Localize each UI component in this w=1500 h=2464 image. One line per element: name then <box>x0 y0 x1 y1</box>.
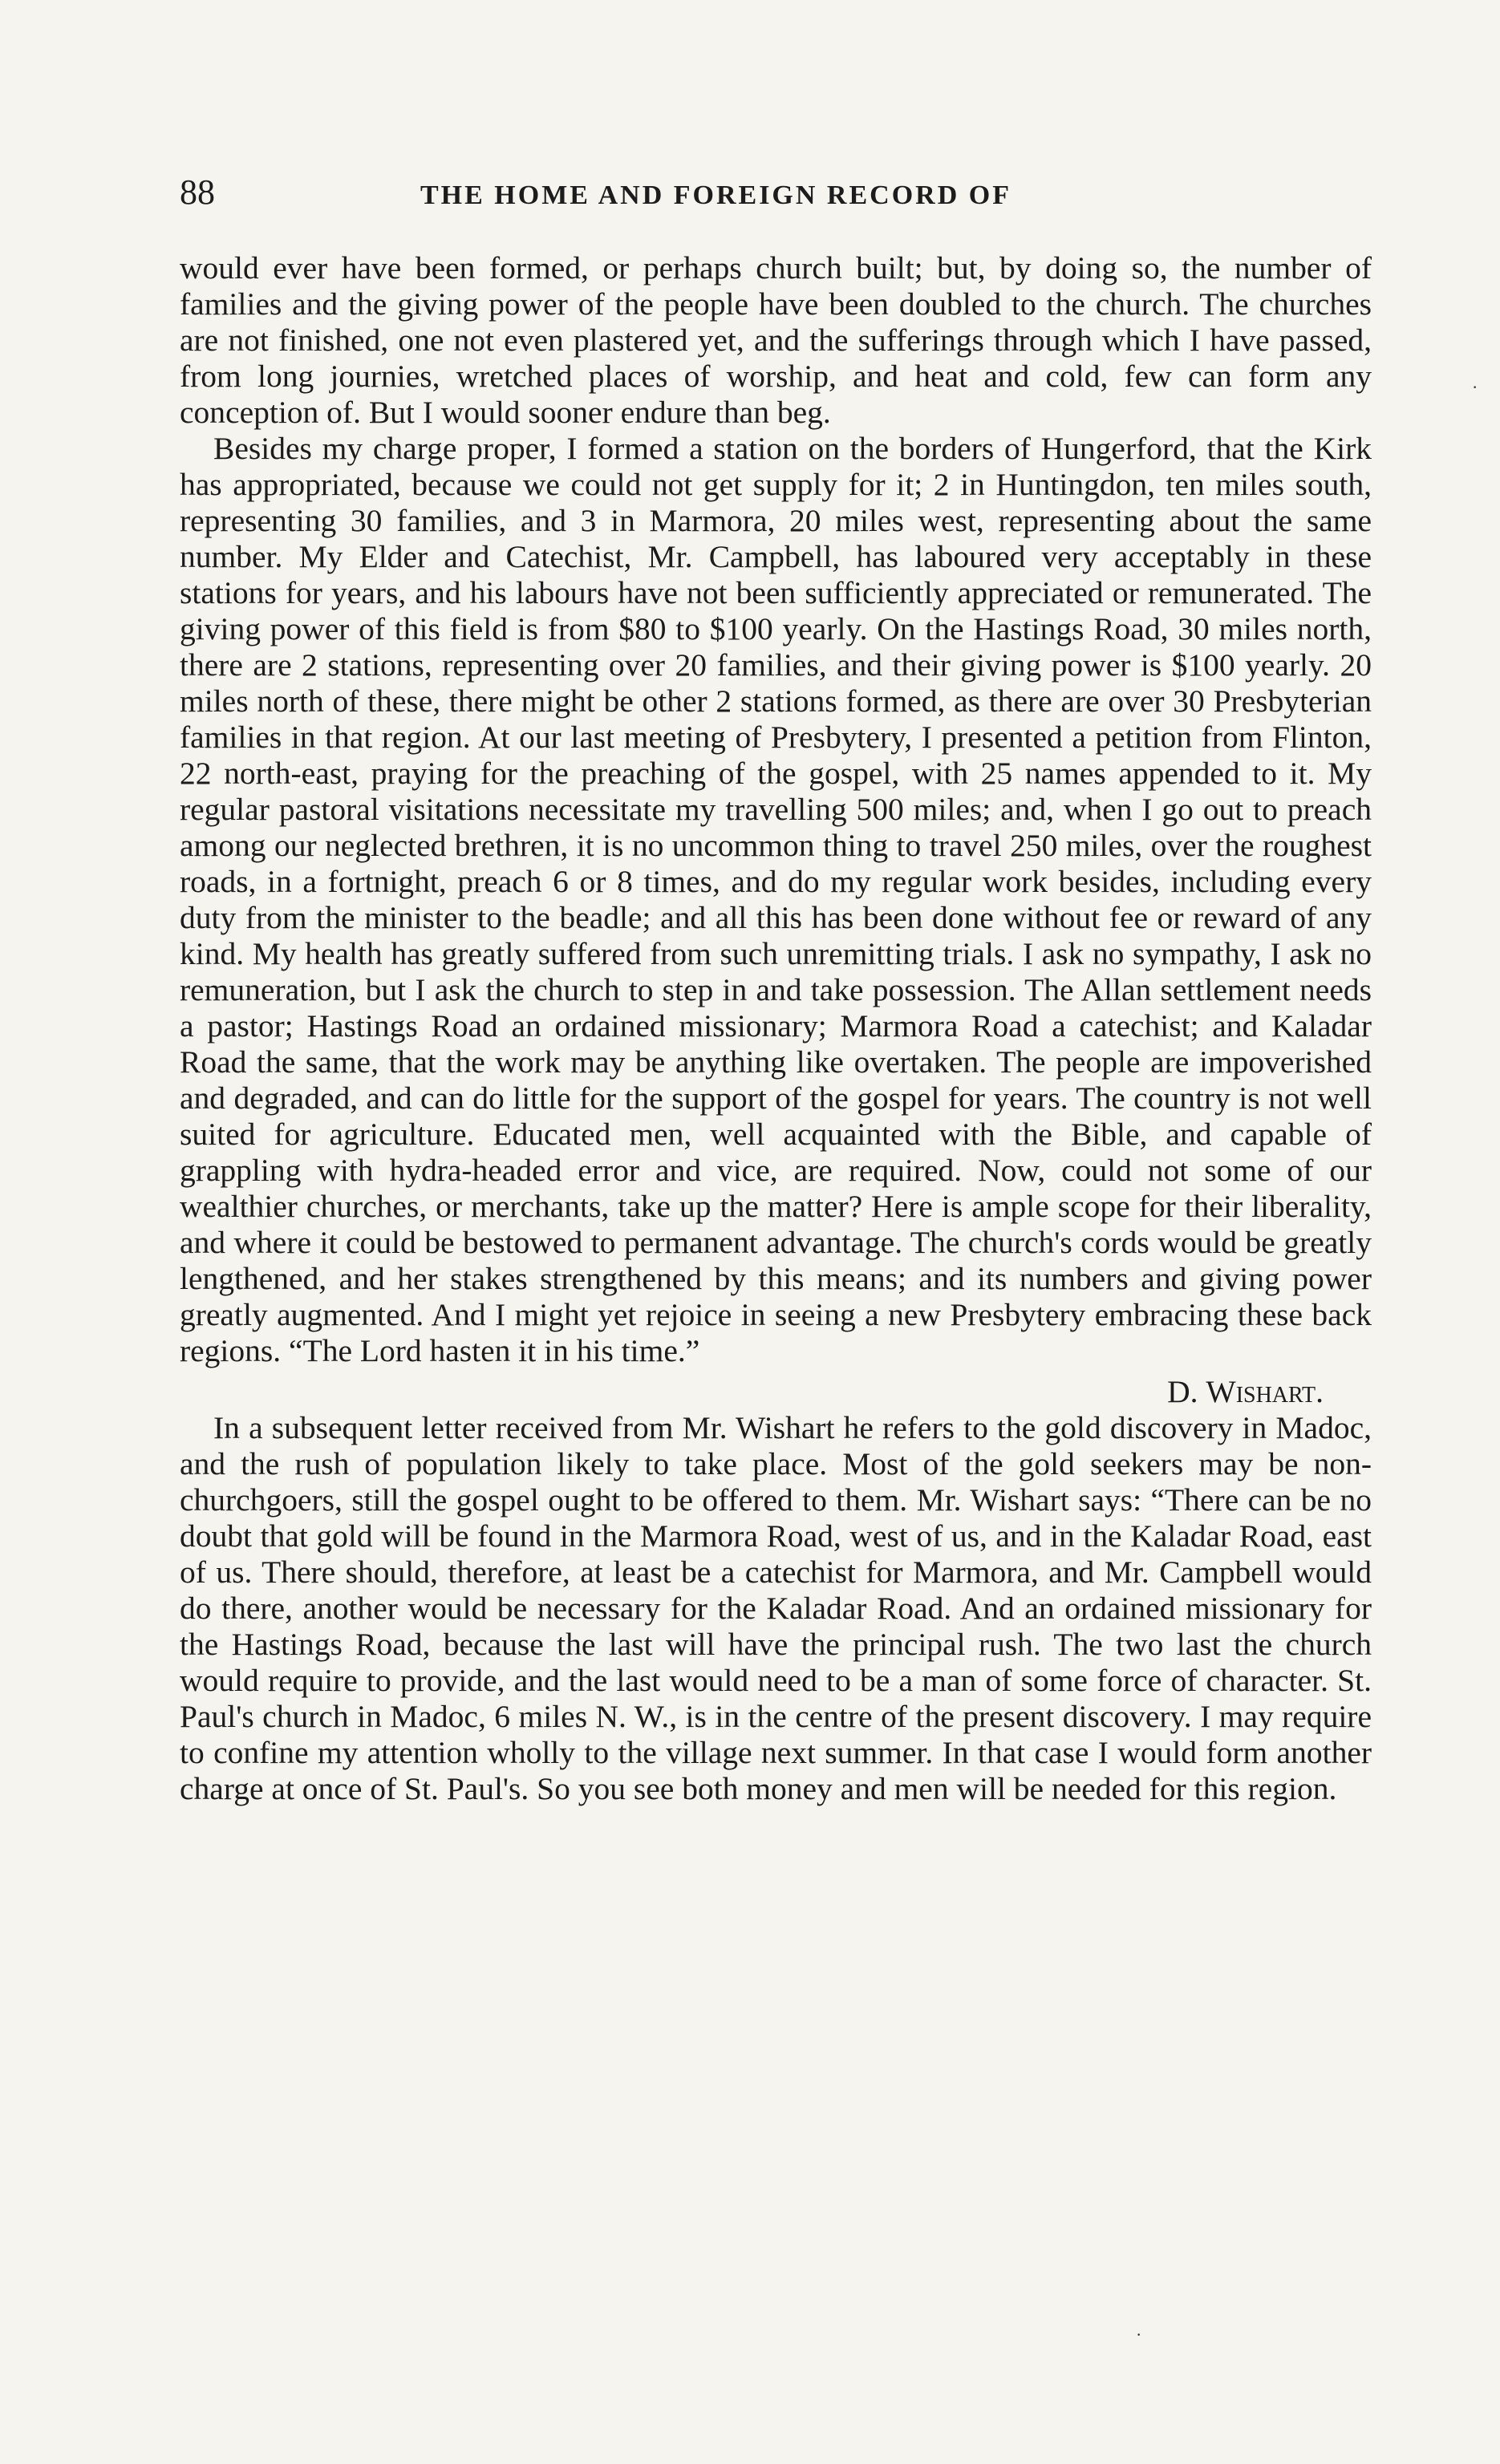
paragraph-gold-discovery: In a subsequent letter received from Mr. Wishart he refers to the gold discovery in Madoc, and the rush of population likely to take place. Most of the gold seekers may be non-churchgoers, still the gospel ought to be offered to them. Mr. Wishart says: “There can be no doubt that gold will be found in the Marmora Road, west of us, and in the Kaladar Road, east of us. There should, therefore, at least be a catechist for Marmora, and Mr. Campbell would do there, another would be necessary for the Kaladar Road. And an ordained missionary for the Hastings Road, because the last will have the principal rush. The two last the church would require to provide, and the last would need to be a man of some force of character. St. Paul's church in Madoc, 6 miles N. W., is in the centre of the present discovery. I may require to confine my attention wholly to the village next summer. In that case I would form another charge at once of St. Paul's. So you see both money and men will be needed for this region. <box>180 1410 1372 1806</box>
article-body <box>180 250 1372 1807</box>
signature-initial: D. <box>1167 1374 1198 1409</box>
stray-mark: · <box>1472 377 1478 397</box>
paragraph-stations: Besides my charge proper, I formed a station on the borders of Hungerford, that the Kirk has appropriated, because we could not get supply for it; 2 in Huntingdon, ten miles south, representing 30 families, and 3 in Marmora, 20 miles west, representing about the same number. My Elder and Catechist, Mr. Campbell, has laboured very acceptably in these stations for years, and his labours have not been sufficiently appreciated or remunerated. The giving power of this field is from $80 to $100 yearly. On the Hastings Road, 30 miles north, there are 2 stations, representing over 20 families, and their giving power is $100 yearly. 20 miles north of these, there might be other 2 stations formed, as there are over 30 Presbyterian families in that region. At our last meeting of Presbytery, I presented a petition from Flinton, 22 north-east, praying for the preaching of the gospel, with 25 names appended to it. My regular pastoral visitations necessitate my travelling 500 miles; and, when I go out to preach among our neglected brethren, it is no uncommon thing to travel 250 miles, over the roughest roads, in a fortnight, preach 6 or 8 times, and do my regular work besides, including every duty from the minister to the beadle; and all this has been done without fee or reward of any kind. My health has greatly suffered from such unremitting trials. I ask no sympathy, I ask no remuneration, but I ask the church to step in and take possession. The Allan settlement needs a pastor; Hastings Road an ordained missionary; Marmora Road a catechist; and Kaladar Road the same, that the work may be anything like overtaken. The people are impoverished and degraded, and can do little for the support of the gospel for years. The country is not well suited for agriculture. Educated men, well acquainted with the Bible, and capable of grappling with hydra-headed error and vice, are required. Now, could not some of our wealthier churches, or merchants, take up the matter? Here is ample scope for their liberality, and where it could be bestowed to permanent advantage. The church's cords would be greatly lengthened, and her stakes strengthened by this means; and its numbers and giving power greatly augmented. And I might yet rejoice in seeing a new Presbytery embracing these back regions. “The Lord hasten it in his time.” <box>180 431 1372 1368</box>
signature-surname: Wishart. <box>1206 1374 1324 1409</box>
page-header <box>180 172 1372 220</box>
signature <box>180 1374 1372 1410</box>
document-page <box>180 172 1372 1807</box>
running-title: THE HOME AND FOREIGN RECORD OF <box>420 180 1011 210</box>
paragraph-continued: would ever have been formed, or perhaps church built; but, by doing so, the number of families and the giving power of the people have been doubled to the church. The churches are not finished, one not even plastered yet, and the sufferings through which I have passed, from long journies, wretched places of worship, and heat and cold, few can form any conception of. But I would sooner endure than beg. <box>180 250 1372 430</box>
stray-mark: · <box>1136 2324 1142 2344</box>
page-number: 88 <box>180 172 215 212</box>
